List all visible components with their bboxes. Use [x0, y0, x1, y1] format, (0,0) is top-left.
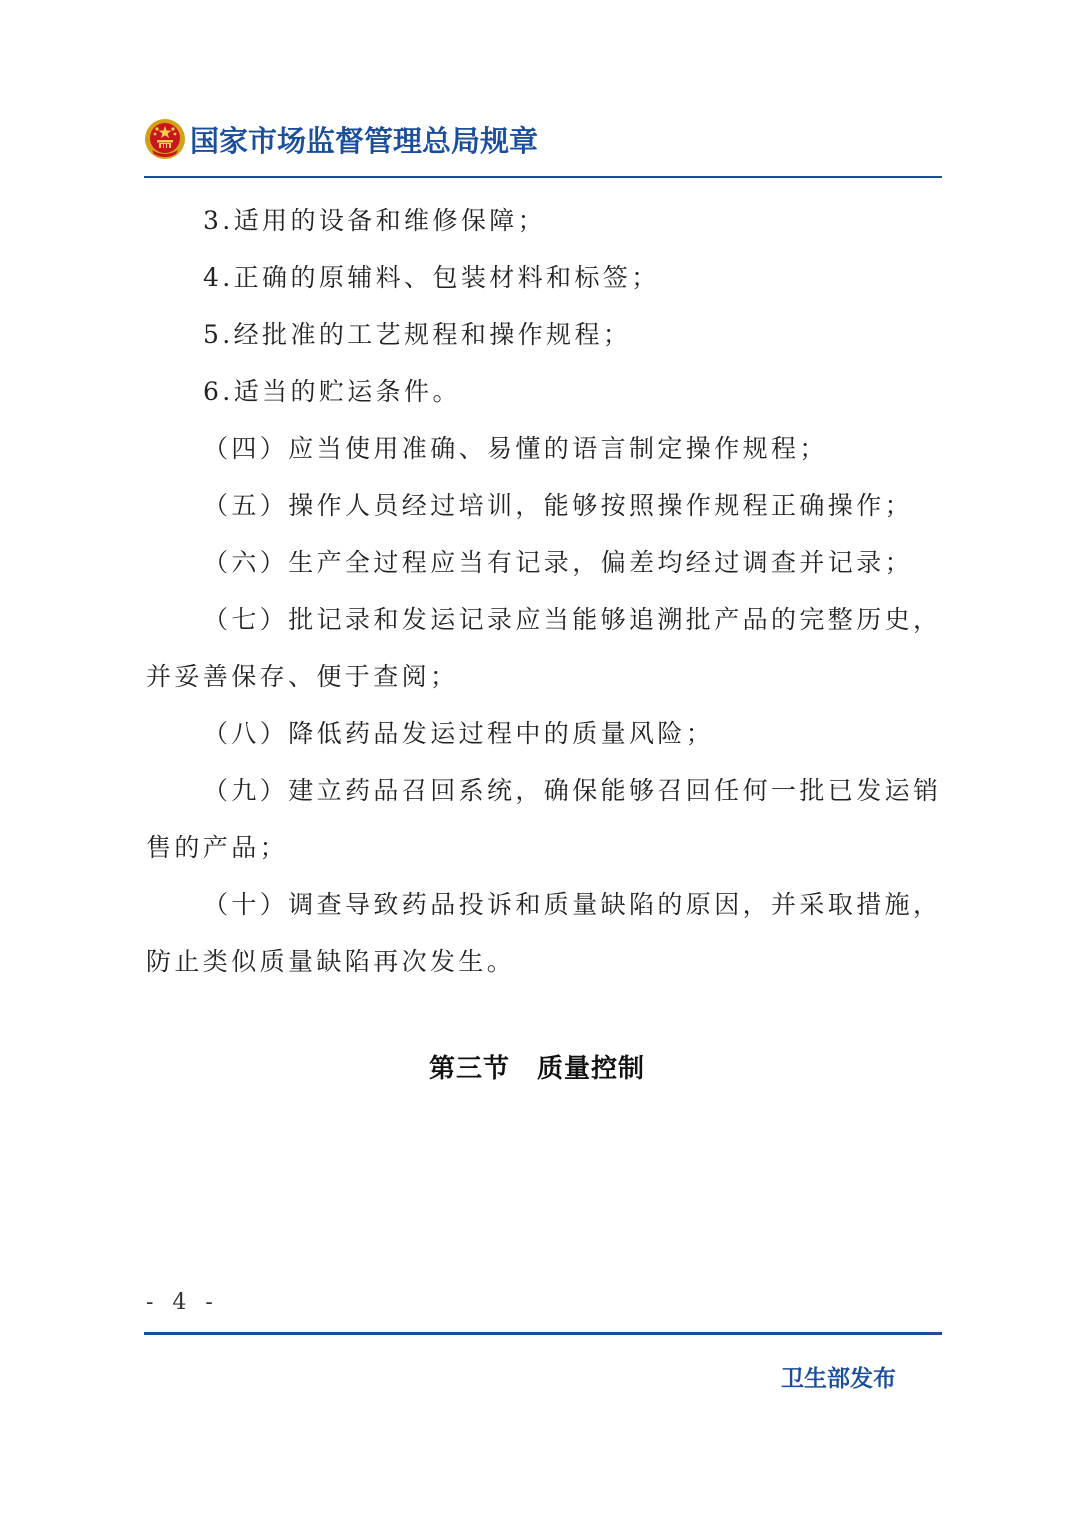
paragraph: （七）批记录和发运记录应当能够追溯批产品的完整历史，: [203, 605, 942, 634]
paragraph: （五）操作人员经过培训，能够按照操作规程正确操作；: [203, 491, 914, 520]
document-body: [146, 192, 942, 990]
paragraph: 5.经批准的工艺规程和操作规程；: [203, 320, 632, 349]
section-title: 第三节 质量控制: [428, 1054, 645, 1084]
paragraph: （六）生产全过程应当有记录，偏差均经过调查并记录；: [203, 548, 914, 577]
paragraph-continuation: 防止类似质量缺陷再次发生。: [146, 947, 516, 976]
page-number: - 4 -: [146, 1290, 219, 1315]
paragraph: 4.正确的原辅料、包装材料和标签；: [203, 263, 660, 292]
footer-divider: [144, 1332, 942, 1335]
header-title: 国家市场监督管理总局规章: [190, 123, 539, 158]
publisher-label: 卫生部发布: [781, 1366, 896, 1392]
paragraph: （八）降低药品发运过程中的质量风险；: [203, 719, 715, 748]
paragraph-continuation: 售的产品；: [146, 833, 289, 862]
paragraph: （四）应当使用准确、易懂的语言制定操作规程；: [203, 434, 828, 463]
paragraph: （九）建立药品召回系统，确保能够召回任何一批已发运销: [203, 776, 942, 805]
document-header: [144, 114, 538, 164]
paragraph-continuation: 并妥善保存、便于查阅；: [146, 662, 459, 691]
paragraph: （十）调查导致药品投诉和质量缺陷的原因，并采取措施，: [203, 890, 942, 919]
header-divider: [144, 176, 942, 178]
national-emblem-icon: [144, 118, 186, 160]
paragraph: 3.适用的设备和维修保障；: [203, 206, 547, 235]
paragraph: 6.适当的贮运条件。: [203, 377, 461, 406]
